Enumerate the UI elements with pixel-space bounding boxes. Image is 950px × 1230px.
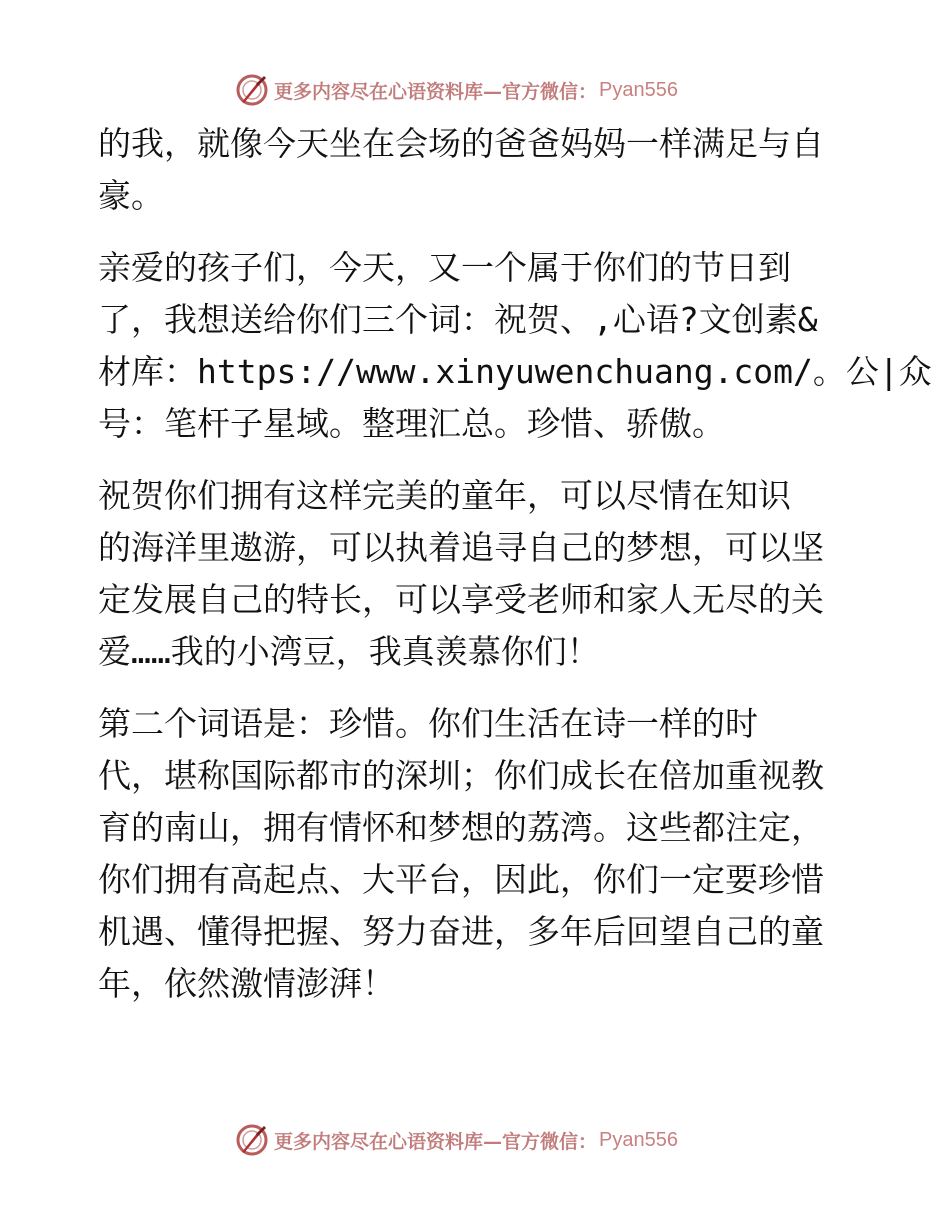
text-line: 了，我想送给你们三个词：祝贺、,心语?文创素& [98, 300, 818, 339]
quill-logo-icon [234, 72, 270, 108]
body-text [98, 118, 932, 1030]
text-line: 机遇、懂得把握、努力奋进，多年后回望自己的童 [98, 912, 824, 951]
banner-wechat-id: Pyan556 [599, 1128, 678, 1151]
text-line: 你们拥有高起点、大平台，因此，你们一定要珍惜 [98, 860, 824, 899]
quill-logo-icon [234, 1122, 270, 1158]
header-banner [234, 70, 678, 110]
text-line: 爱……我的小湾豆，我真羡慕你们！ [98, 632, 600, 671]
text-line: 定发展自己的特长，可以享受老师和家人无尽的关 [98, 580, 824, 619]
paragraph [98, 698, 858, 1010]
paragraph [98, 118, 858, 222]
text-line: 亲爱的孩子们，今天，又一个属于你们的节日到 [98, 248, 791, 287]
text-line: 祝贺你们拥有这样完美的童年，可以尽情在知识 [98, 476, 791, 515]
text-line: 第二个词语是：珍惜。你们生活在诗一样的时 [98, 704, 758, 743]
banner-text: 更多内容尽在心语资料库—官方微信： [274, 1130, 598, 1153]
footer-banner [234, 1120, 678, 1160]
paragraph [98, 470, 858, 678]
paragraph [98, 242, 932, 450]
text-line: 的我，就像今天坐在会场的爸爸妈妈一样满足与自 [98, 124, 824, 163]
text-line: 的海洋里遨游，可以执着追寻自己的梦想，可以坚 [98, 528, 824, 567]
text-line: 代，堪称国际都市的深圳；你们成长在倍加重视教 [98, 756, 824, 795]
text-line: 号：笔杆子星域。整理汇总。珍惜、骄傲。 [98, 404, 725, 443]
text-line: 豪。 [98, 176, 164, 215]
text-line: 年，依然激情澎湃！ [98, 964, 395, 1003]
text-line: 材库：https://www.xinyuwenchuang.com/。公|众 [98, 352, 932, 391]
text-line: 育的南山，拥有情怀和梦想的荔湾。这些都注定， [98, 808, 824, 847]
banner-text: 更多内容尽在心语资料库—官方微信： [274, 80, 598, 103]
banner-wechat-id: Pyan556 [599, 78, 678, 101]
